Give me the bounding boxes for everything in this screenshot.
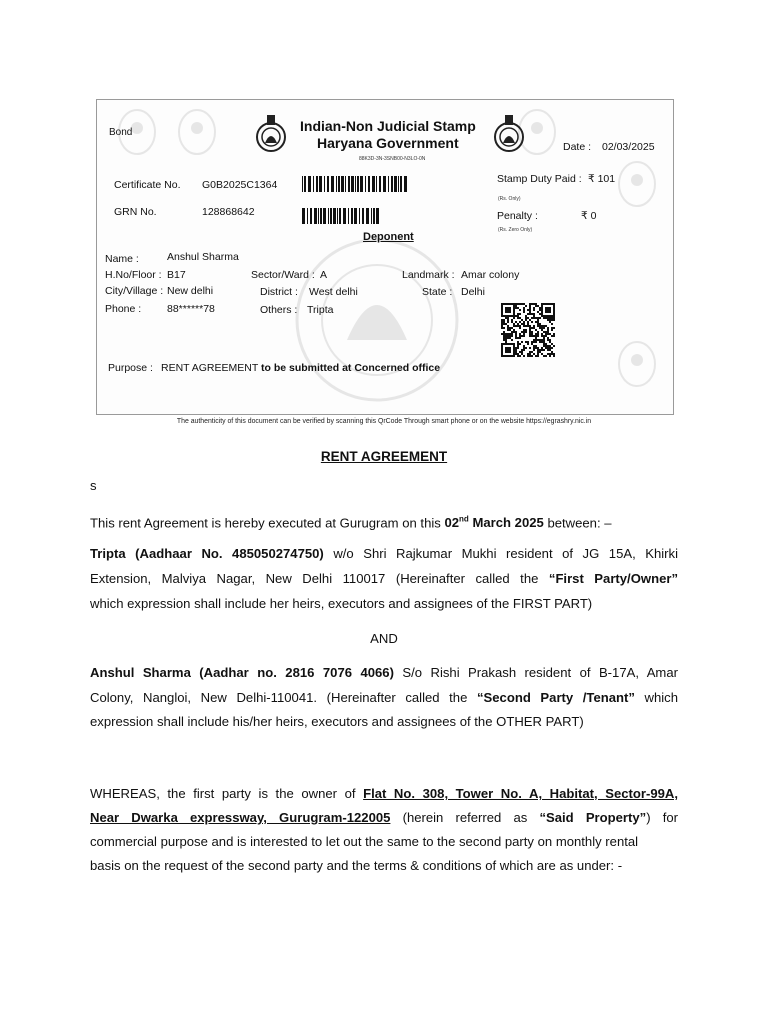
penalty-value: ₹ 0 [581, 210, 597, 222]
stamp-serial: 88K3D-3N-3SNB00-N3LO-0N [359, 156, 426, 162]
second-party-name: Anshul Sharma (Aadhar no. 2816 7076 4066) [90, 665, 394, 680]
grn-label: GRN No. [114, 206, 157, 218]
first-party-address-2: Extension, Malviya Nagar, New Delhi 110017 (Hereinafter called the [90, 571, 539, 586]
first-party-line-3: which expression shall include her heirs, executors and assignees of the FIRST PART) [90, 596, 593, 611]
bond-label: Bond [109, 127, 133, 138]
name-label: Name : [105, 253, 139, 265]
whereas-line-3: commercial purpose and is interested to let out the same to the second party on monthly rental [90, 834, 639, 849]
watermark-emblem-icon [617, 340, 657, 388]
deponent-heading: Deponent [363, 231, 414, 243]
first-party-name: Tripta (Aadhaar No. 485050274750) [90, 546, 324, 561]
phone-value: 88******78 [167, 303, 215, 315]
intro-between: between: – [547, 515, 612, 531]
purpose-value: RENT AGREEMENT [161, 362, 259, 374]
intro-date [444, 515, 543, 530]
others-label: Others : [260, 304, 298, 316]
intro-text: This rent Agreement is hereby executed at Gurugram on this [90, 515, 441, 531]
state-emblem-icon [255, 113, 287, 155]
first-party-line-2 [90, 566, 678, 591]
first-party-address-1: w/o Shri Rajkumar Mukhi resident of JG 15A, Khirki [333, 546, 678, 561]
grn-value: 128868642 [202, 206, 255, 218]
watermark-seal-icon [277, 230, 477, 410]
intro-month: March 2025 [472, 515, 544, 531]
whereas-line-4: basis on the request of the second party and the terms & conditions of which are as under: - [90, 858, 623, 873]
state-value: Delhi [461, 286, 485, 298]
landmark-value: Amar colony [461, 269, 520, 281]
phone-label: Phone : [105, 303, 142, 315]
intro-day-suffix: nd [459, 515, 469, 524]
second-party-address-1: S/o Rishi Prakash resident of B-17A, Amar [402, 665, 678, 680]
sector-value: A [320, 269, 328, 281]
and-separator: AND [370, 631, 398, 646]
city-label: City/Village : [105, 285, 164, 297]
herein-referred: (herein referred as [402, 810, 528, 825]
sector-label: Sector/Ward : [251, 269, 315, 281]
property-address-1: Flat No. 308, Tower No. A, Habitat, Sector-99A, [363, 786, 679, 801]
stamp-duty-label: Stamp Duty Paid : [497, 173, 582, 185]
second-party-line-1 [90, 660, 678, 685]
watermark-emblem-icon [177, 108, 217, 156]
purpose-suffix: to be submitted at Concerned office [261, 362, 441, 374]
second-party-line-3: expression shall include his/her heirs, executors and assignees of the OTHER PART) [90, 714, 584, 729]
said-property: “Said Property” [539, 810, 647, 825]
state-emblem-icon [493, 113, 525, 155]
agreement-heading: RENT AGREEMENT [320, 449, 448, 464]
others-value: Tripta [307, 304, 334, 316]
certificate-value: G0B2025C1364 [202, 179, 278, 191]
stamp-title: Indian-Non Judicial Stamp [300, 118, 476, 134]
stamp-subtitle: Haryana Government [317, 135, 459, 151]
district-value: West delhi [309, 286, 358, 298]
purpose-label: Purpose : [108, 362, 153, 374]
state-label: State : [422, 286, 453, 298]
property-address-2: Near Dwarka expressway, Gurugram-122005 [90, 810, 391, 825]
name-value: Anshul Sharma [167, 251, 239, 263]
penalty-label: Penalty : [497, 210, 538, 222]
e-stamp-certificate [96, 99, 674, 415]
stray-character: s [90, 478, 97, 493]
second-party-address-2: Colony, Nangloi, New Delhi-110041. (Hereinafter called the [90, 690, 468, 705]
rs-zero-note: (Rs. Zero Only) [498, 227, 533, 233]
date-value: 02/03/2025 [602, 141, 655, 153]
date-label: Date : [563, 141, 592, 153]
rs-only-note: (Rs. Only) [498, 196, 521, 202]
first-party-line-1 [90, 541, 678, 566]
verification-note: The authenticity of this document can be verified by scanning this QrCode Through smart phone or on the website https://egrashry.nic.in [176, 418, 592, 425]
second-party-line-2 [90, 685, 678, 710]
qr-code-icon [501, 303, 555, 357]
city-value: New delhi [167, 285, 214, 297]
district-label: District : [260, 286, 298, 298]
whereas-text: WHEREAS, the first party is the owner of [90, 786, 356, 801]
hno-label: H.No/Floor : [105, 269, 162, 281]
hno-value: B17 [167, 269, 186, 281]
barcode-icon [302, 208, 380, 224]
intro-day: 02 [444, 515, 460, 531]
certificate-label: Certificate No. [114, 179, 181, 191]
watermark-emblem-icon [617, 160, 657, 208]
second-party-role: “Second Party /Tenant” [476, 690, 635, 705]
for-text: ) for [646, 810, 679, 825]
second-party-which: which [644, 690, 679, 705]
landmark-label: Landmark : [402, 269, 455, 281]
whereas-line-1 [90, 781, 678, 806]
barcode-icon [302, 176, 408, 192]
whereas-line-2 [90, 805, 678, 830]
stamp-duty-value: ₹ 101 [588, 173, 616, 185]
first-party-role: “First Party/Owner” [548, 571, 678, 586]
intro-line [90, 507, 612, 535]
